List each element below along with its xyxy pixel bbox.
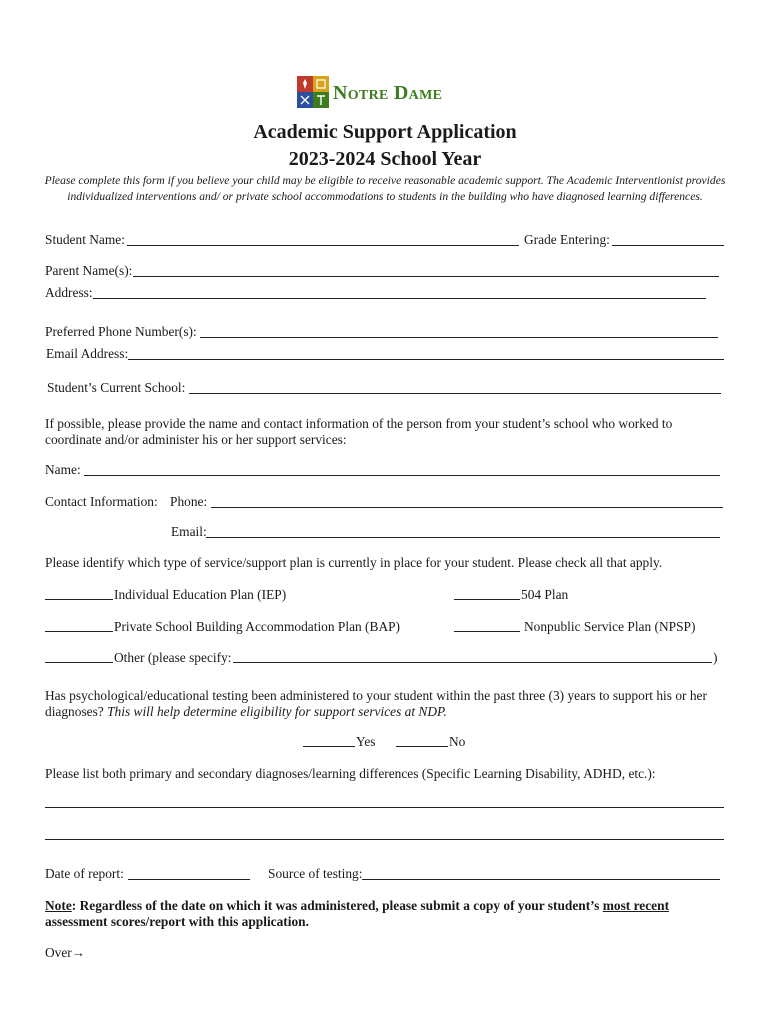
intro-line-1: Please complete this form if you believe your child may be eligible to receive reasonable academic support. The Academic Interventionist provides xyxy=(44,174,726,187)
over-label xyxy=(45,945,85,961)
phone-numbers-field[interactable] xyxy=(200,337,718,338)
plan-504-label: 504 Plan xyxy=(521,587,569,602)
contact-name-label: Name: xyxy=(45,462,81,477)
testing-prompt-line-1: Has psychological/educational testing been administered to your student within the past three (3) years to support his or her xyxy=(45,688,707,703)
testing-question-text: diagnoses? xyxy=(45,704,108,719)
note-line-1 xyxy=(45,898,669,914)
other-checkbox-line[interactable] xyxy=(45,662,113,663)
grade-entering-field[interactable] xyxy=(612,245,724,246)
no-checkbox-line[interactable] xyxy=(396,746,448,747)
student-name-field[interactable] xyxy=(127,245,519,246)
current-school-field[interactable] xyxy=(189,393,721,394)
page-title: Academic Support Application xyxy=(253,121,517,143)
no-label: No xyxy=(449,734,466,749)
yes-checkbox-line[interactable] xyxy=(303,746,355,747)
email-address-field[interactable] xyxy=(128,359,724,360)
yes-label: Yes xyxy=(356,734,376,749)
other-close-paren: ) xyxy=(713,650,718,665)
email-address-label: Email Address: xyxy=(46,346,129,361)
other-label: Other (please specify: xyxy=(114,650,232,665)
over-text: Over xyxy=(45,945,72,960)
address-field[interactable] xyxy=(93,298,706,299)
parent-names-label: Parent Name(s): xyxy=(45,263,133,278)
student-name-label: Student Name: xyxy=(45,232,125,247)
bap-label: Private School Building Accommodation Plan (BAP) xyxy=(114,619,401,634)
school-crest-icon xyxy=(297,76,329,108)
address-label: Address: xyxy=(45,285,93,300)
source-of-testing-label: Source of testing: xyxy=(268,866,363,881)
note-line-2: assessment scores/report with this application. xyxy=(45,914,309,929)
contact-prompt-line-1: If possible, please provide the name and contact information of the person from your student’s school who worked to xyxy=(45,416,673,431)
school-logo-text: Notre Dame xyxy=(333,82,443,104)
plan-504-checkbox-line[interactable] xyxy=(454,599,520,600)
note-label: Note xyxy=(45,898,72,913)
contact-prompt-line-2: coordinate and/or administer his or her support services: xyxy=(45,432,347,447)
contact-phone-field[interactable] xyxy=(211,507,723,508)
grade-entering-label: Grade Entering: xyxy=(524,232,610,247)
diagnoses-field-2[interactable] xyxy=(45,839,724,840)
source-of-testing-field[interactable] xyxy=(362,879,720,880)
testing-prompt-line-2 xyxy=(45,704,447,720)
intro-line-2: individualized interventions and/ or private school accommodations to students in the building who have diagnosed learning differences. xyxy=(67,190,703,203)
iep-checkbox-line[interactable] xyxy=(45,599,113,600)
date-of-report-label: Date of report: xyxy=(45,866,124,881)
diagnoses-prompt: Please list both primary and secondary diagnoses/learning differences (Specific Learning Disability, ADHD, etc.): xyxy=(45,766,656,781)
contact-name-field[interactable] xyxy=(84,475,720,476)
phone-numbers-label: Preferred Phone Number(s): xyxy=(45,324,197,339)
parent-names-field[interactable] xyxy=(133,276,719,277)
other-specify-field[interactable] xyxy=(233,662,712,663)
date-of-report-field[interactable] xyxy=(128,879,250,880)
contact-email-field[interactable] xyxy=(206,537,720,538)
current-school-label: Student’s Current School: xyxy=(47,380,186,395)
bap-checkbox-line[interactable] xyxy=(45,631,113,632)
note-emphasis: most recent xyxy=(602,898,670,913)
eligibility-note: This will help determine eligibility for support services at NDP. xyxy=(107,704,447,719)
plan-prompt: Please identify which type of service/support plan is currently in place for your student. Please check all that apply. xyxy=(45,555,663,570)
contact-info-label: Contact Information: xyxy=(45,494,158,509)
diagnoses-field-1[interactable] xyxy=(45,807,724,808)
contact-email-label: Email: xyxy=(171,524,207,539)
iep-label: Individual Education Plan (IEP) xyxy=(114,587,287,602)
contact-phone-label: Phone: xyxy=(170,494,208,509)
school-year-subtitle: 2023-2024 School Year xyxy=(288,148,482,170)
npsp-checkbox-line[interactable] xyxy=(454,631,520,632)
right-arrow-icon: → xyxy=(71,945,86,960)
note-text: : Regardless of the date on which it was administered, please submit a copy of your student’s xyxy=(71,898,603,913)
npsp-label: Nonpublic Service Plan (NPSP) xyxy=(524,619,696,634)
